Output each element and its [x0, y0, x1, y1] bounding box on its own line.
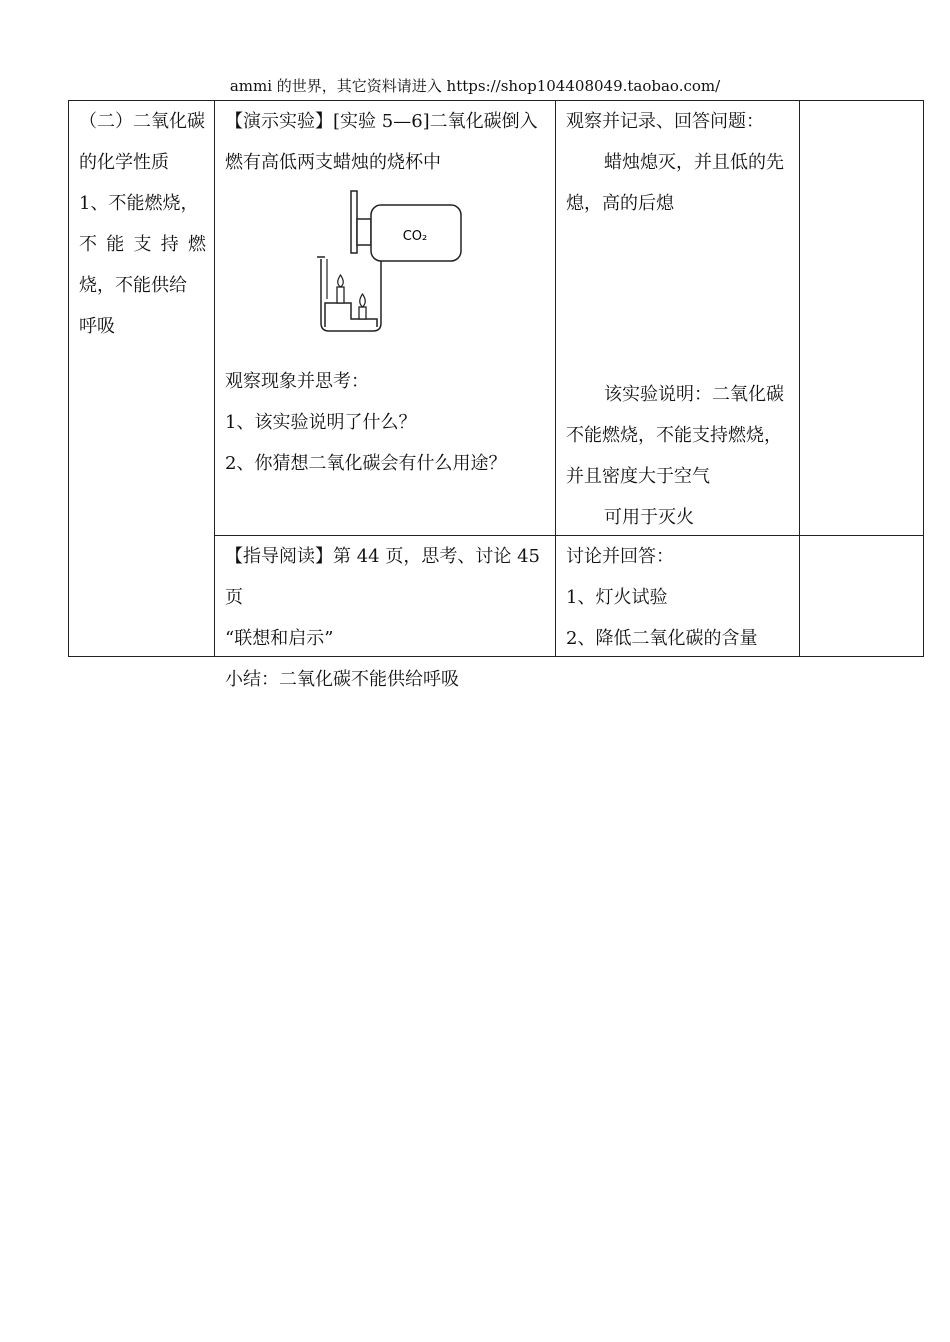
demo-intro-line2: 燃有高低两支蜡烛的烧杯中	[225, 152, 441, 173]
topic-cell	[69, 101, 215, 657]
topic-point-line4: 呼吸	[79, 316, 115, 337]
low-candle	[359, 307, 366, 319]
conclusion-line2: 不能燃烧，不能支持燃烧，	[566, 425, 782, 446]
observe-title: 观察现象并思考：	[225, 371, 369, 392]
discussion-item1: 1、灯火试验	[566, 587, 668, 608]
topic-point-line3: 烧，不能供给	[79, 275, 187, 296]
high-candle	[337, 287, 344, 303]
low-candle-flame	[360, 294, 366, 307]
topic-title-line1: （二）二氧化碳	[79, 111, 205, 132]
conclusion-line1: 该实验说明：二氧化碳	[604, 384, 784, 405]
reading-line1: 【指导阅读】第 44 页，思考、讨论 45 页	[225, 546, 540, 608]
reading-summary: 小结：二氧化碳不能供给呼吸	[225, 669, 459, 690]
discussion-item2: 2、降低二氧化碳的含量	[566, 628, 758, 649]
reading-line2: “联想和启示”	[225, 628, 334, 649]
reading-cell	[215, 536, 556, 690]
discussion-cell	[556, 536, 800, 657]
observation-line1: 蜡烛熄灭，并且低的先	[604, 152, 784, 173]
beaker	[321, 259, 381, 331]
topic-point-line2: 不 能 支 持 燃	[79, 234, 206, 255]
demo-intro-line1: 【演示实验】[实验 5—6]二氧化碳倒入	[225, 111, 538, 132]
question-2: 2、你猜想二氧化碳会有什么用途？	[225, 453, 507, 474]
cardboard-slide	[351, 191, 357, 253]
notes-cell-2	[800, 536, 924, 657]
topic-point-line1: 1、不能燃烧，	[79, 193, 199, 214]
question-1: 1、该实验说明了什么？	[225, 412, 417, 433]
page-header: ammi 的世界，其它资料请进入 https://shop104408049.taobao.com/	[229, 77, 721, 95]
discussion-heading: 讨论并回答：	[566, 546, 674, 567]
use-line: 可用于灭火	[604, 507, 694, 528]
notes-cell-1	[800, 101, 924, 536]
conclusion-line3: 并且密度大于空气	[566, 466, 710, 487]
step-platform	[325, 303, 377, 327]
experiment-figure	[225, 183, 547, 361]
high-candle-flame	[338, 275, 344, 287]
co2-pouring-diagram	[311, 189, 471, 339]
topic-title-line2: 的化学性质	[79, 152, 169, 173]
lesson-table	[68, 100, 924, 690]
observation-line2: 熄，高的后熄	[566, 193, 674, 214]
demo-cell	[215, 101, 556, 536]
answer-heading: 观察并记录、回答问题：	[566, 111, 764, 132]
answer-cell	[556, 101, 800, 536]
gas-jar-neck	[357, 219, 371, 245]
table-row	[69, 101, 924, 536]
co2-label: CO₂	[402, 229, 428, 244]
